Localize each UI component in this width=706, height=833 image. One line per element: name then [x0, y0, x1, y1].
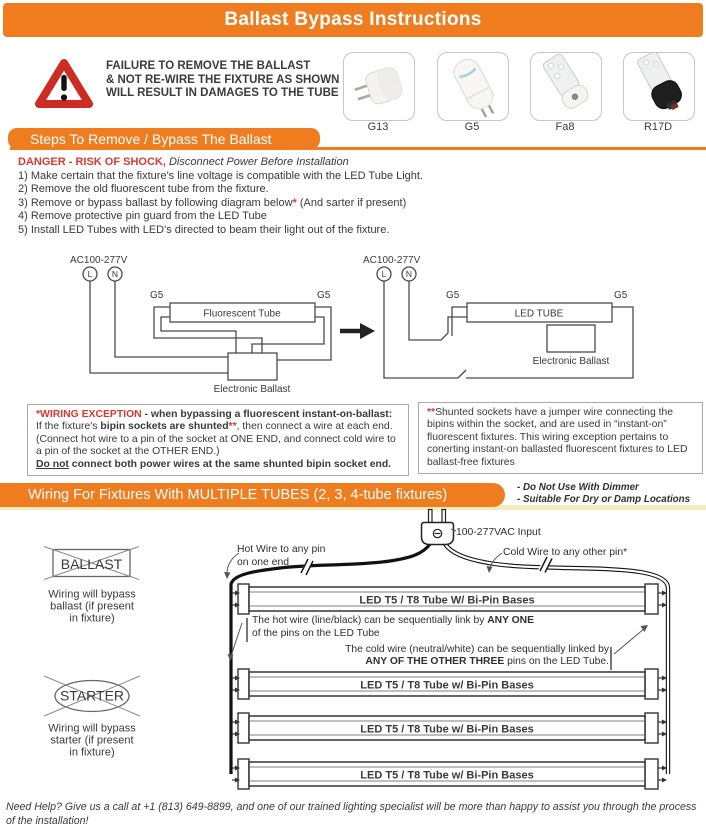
connector-card-r17d: [623, 52, 695, 121]
multi-tubes-section-header: [0, 483, 505, 507]
connector-label-g13: G13: [367, 121, 389, 133]
after-g5-left: G5: [446, 290, 460, 301]
step-4: 4) Remove protective pin guard from the LED Tube: [18, 210, 267, 223]
page-title: Ballast Bypass Instructions: [224, 9, 482, 30]
led-tube-2: [232, 669, 667, 699]
red-double-asterisk: **: [228, 421, 237, 433]
cold-wire-label: Cold Wire to any other pin*: [503, 547, 628, 558]
hot-wire-note: The hot wire (line/black) can be sequentially link by ANY ONE of the pins on the LED Tube: [252, 615, 534, 639]
led-tube-4: [232, 759, 667, 789]
arrow-right-icon: [340, 323, 375, 339]
starter-note-line: in fixture): [69, 746, 115, 759]
steps-text-block: [18, 156, 698, 238]
cold-wire-note: The cold wire (neutral/white) can be sequentially linked by ANY OF THE OTHER THREE pins on the LED Tube.: [345, 644, 609, 668]
footer-help-text: Need Help? Give us a call at +1 (813) 649-8899, and one of our trained lighting specialist will be more than happy to assist you through the process of the installation!: [6, 801, 697, 827]
after-neutral-label: N: [405, 269, 413, 279]
connector-label-fa8: Fa8: [555, 121, 575, 133]
hot-wire-label: Hot Wire to any pin on one end: [237, 544, 326, 568]
ballast-note-line: in fixture): [69, 612, 115, 625]
danger-italic: Disconnect Power Before Installation: [165, 156, 349, 168]
step-5: 5) Install LED Tubes with LED's directed to beam their light out of the fixture.: [18, 223, 390, 236]
warning-line: FAILURE TO REMOVE THE BALLAST: [106, 60, 311, 72]
connector-card-g5: [437, 52, 509, 121]
dry-damp-note: - Suitable For Dry or Damp Locations: [517, 494, 691, 505]
starter-note-line: Wiring will bypass: [48, 722, 136, 735]
tube-label: LED T5 / T8 Tube W/ Bi-Pin Bases: [359, 594, 535, 607]
vac-input-label: 100-277VAC Input: [456, 527, 541, 538]
connector-card-g13: [343, 52, 415, 121]
before-g5-left: G5: [150, 290, 164, 301]
ballast-note-line: Wiring will bypass: [48, 588, 136, 601]
warning-text: [106, 60, 339, 101]
warning-line: & NOT RE-WIRE THE FIXTURE AS SHOWN: [106, 73, 340, 86]
after-g5-right: G5: [614, 290, 628, 301]
after-line-label: L: [381, 269, 387, 279]
wiring-exception-box: *WIRING EXCEPTION - when bypassing a fluorescent instant-on-ballast: If the fixture's bipin sockets are shunted**, then connect a wire at each end. (Connect hot wire to a pin of the socket at ONE END, and connect cold wire to a pin of the socket at the OTHER END.) Do not connect both power wires at the same shunted bipin socket end.: [27, 404, 409, 476]
starter-crossed-oval: [44, 676, 140, 716]
ballast-note-line: ballast (if present: [50, 600, 134, 613]
before-voltage-label: AC100-277V: [70, 255, 128, 266]
connector-label-g5: G5: [464, 121, 480, 133]
before-tube-label: Fluorescent Tube: [203, 308, 281, 320]
connector-card-fa8: [530, 52, 602, 121]
before-line-label: L: [87, 269, 93, 279]
red-asterisk: *: [36, 409, 41, 420]
connector-label-r17d: R17D: [643, 121, 673, 133]
led-tube-1: [232, 584, 667, 614]
shunted-note-box: **Shunted sockets have a jumper wire connecting the bipins within the socket, and are used in “instant-on” fluorescent fixtures. This wiring exception pertains to conerting instant-on ballasted fluorescent fixtures to LED ballast-free fixtures: [418, 402, 703, 474]
danger-bold: DANGER - RISK OF SHOCK,: [18, 156, 166, 168]
g5-base-icon: [438, 53, 508, 120]
step-3: 3) Remove or bypass ballast by following diagram below* (And sarter if present): [18, 196, 407, 209]
ballast-crossed-box: [44, 547, 139, 580]
after-ballast-label: Electronic Ballast: [532, 356, 610, 367]
do-not-emphasis: Do not: [36, 458, 69, 470]
step-2: 2) Remove the old fluorescent tube from the fixture.: [18, 183, 269, 196]
step-1: 1) Make certain that the fixture's line voltage is compatible with the LED Tube Light.: [18, 169, 424, 182]
multi-tubes-title: Wiring For Fixtures With MULTIPLE TUBES (2, 3, 4-tube fixtures): [28, 487, 448, 503]
wiring-exception-title: WIRING EXCEPTION: [40, 409, 142, 420]
danger-line: [18, 156, 698, 170]
warning-line: WILL RESULT IN DAMAGES TO THE TUBE: [106, 87, 339, 99]
tube-label: LED T5 / T8 Tube w/ Bi-Pin Bases: [360, 679, 534, 692]
fa8-base-icon: [531, 53, 601, 120]
after-voltage-label: AC100-277V: [363, 255, 421, 266]
warning-triangle-icon: [34, 56, 94, 112]
no-dimmer-note: - Do Not Use With Dimmer: [517, 482, 639, 493]
led-tube-3: [232, 713, 667, 743]
before-g5-right: G5: [317, 290, 331, 301]
before-neutral-label: N: [111, 269, 119, 279]
g13-base-icon: [344, 53, 414, 120]
r17d-base-icon: [624, 53, 694, 120]
ballast-bypass-schematic: [0, 248, 706, 400]
red-asterisk: *: [292, 196, 297, 209]
cold-note-leader: [611, 625, 648, 670]
red-double-asterisk: **: [427, 407, 436, 418]
before-ballast-label: Electronic Ballast: [213, 384, 291, 395]
starter-box-label: STARTER: [59, 687, 125, 704]
starter-note-line: starter (if present: [50, 734, 134, 747]
after-tube-label: LED TUBE: [514, 308, 564, 320]
before-diagram: [83, 267, 331, 380]
steps-section-header: [8, 128, 320, 149]
usage-notes: [517, 482, 690, 506]
page-title-banner: [3, 3, 703, 37]
steps-section-title: Steps To Remove / Bypass The Ballast: [30, 130, 272, 147]
tube-label: LED T5 / T8 Tube w/ Bi-Pin Bases: [360, 769, 534, 782]
power-plug-icon: [422, 510, 454, 545]
tube-label: LED T5 / T8 Tube w/ Bi-Pin Bases: [360, 723, 534, 736]
ballast-box-label: BALLAST: [60, 556, 123, 572]
